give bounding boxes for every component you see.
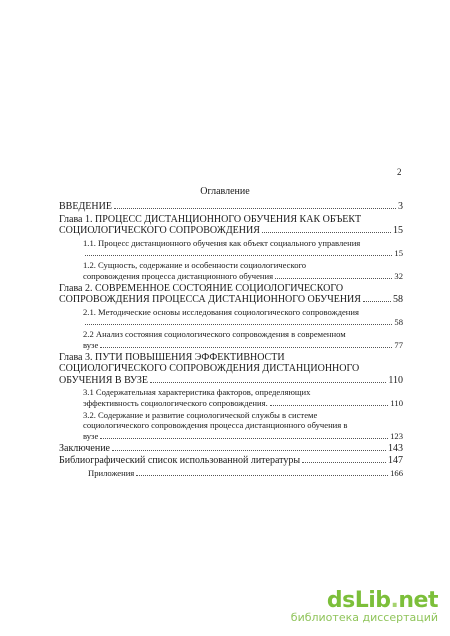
toc-entry-title: вузе [83,339,99,350]
toc-page-number: 110 [390,397,403,408]
toc-entry [59,201,403,213]
toc-page-number: 3 [398,201,403,212]
toc-entry [59,214,403,237]
toc-page-number: 143 [388,442,403,454]
toc-entry-line: 3.1 Содержательная характеристика факторов, определяющих [83,387,311,397]
toc-entry-title: Заключение [59,442,110,454]
leader-dots [262,232,391,233]
toc-entry-line: Глава 2. СОВРЕМЕННОЕ СОСТОЯНИЕ СОЦИОЛОГИЧЕСКОГО [59,282,344,294]
toc-entry-line: Глава 3. ПУТИ ПОВЫШЕНИЯ ЭФФЕКТИВНОСТИ [59,351,285,363]
leader-dots [150,382,386,383]
toc-entry-title: СОПРОВОЖДЕНИЯ ПРОЦЕССА ДИСТАНЦИОННОГО ОБУЧЕНИЯ [59,294,361,305]
toc-entry-line: 1.2. Сущность, содержание и особенности социологического [83,260,307,270]
toc-page-number: 15 [393,225,403,236]
toc-entry [59,238,403,260]
leader-dots [85,324,392,325]
toc-entry [59,443,403,455]
toc-page-number: 58 [393,294,403,305]
toc-entry-title: СОЦИОЛОГИЧЕСКОГО СОПРОВОЖДЕНИЯ [59,225,260,236]
toc-entry-title: эффективность социологического сопровождения. [83,397,268,408]
toc-page-number: 110 [388,374,403,386]
toc-entry [59,468,403,479]
toc-entry-line: 2.1. Методические основы исследования социологического сопровождения [83,306,359,317]
toc-entry-title: Приложения [88,467,135,478]
toc-entry-line: СОЦИОЛОГИЧЕСКОГО СОПРОВОЖДЕНИЯ ДИСТАНЦИОННОГО [59,363,360,374]
toc-entry-title: сопровождения процесса дистанционного обучения [83,270,274,281]
page-number: 2 [397,167,402,177]
toc-entry-title: Библиографический список использованной литературы [59,455,301,466]
toc-title: Оглавление [200,186,250,197]
dslib-logo: dsLib.net [326,588,438,613]
leader-dots [85,255,392,256]
toc-entry [59,260,403,282]
watermark [291,588,438,624]
toc-entry-title: ОБУЧЕНИЯ В ВУЗЕ [59,374,149,386]
toc-entry [59,307,403,329]
toc-entry [59,410,403,442]
toc-entry-line: Глава 1. ПРОЦЕСС ДИСТАНЦИОННОГО ОБУЧЕНИЯ КАК ОБЪЕКТ [59,213,362,225]
toc-entry [59,352,403,387]
leader-dots [363,301,391,302]
leader-dots [275,278,392,279]
toc-entry-title: ВВЕДЕНИЕ [59,201,112,212]
leader-dots [302,462,386,463]
toc-page-number: 166 [390,467,403,478]
toc-entry [59,283,403,306]
toc-entry-line: 3.2. Содержание и развитие социологической службы в системе [83,409,318,420]
toc-entry-line: 1.1. Процесс дистанционного обучения как объект социального управления [83,237,361,248]
toc-entry [59,329,403,351]
leader-dots [100,438,388,439]
leader-dots [136,475,388,476]
leader-dots [114,208,396,209]
toc-entry [59,455,403,467]
toc-page-number: 123 [390,430,403,441]
table-of-contents [59,201,403,480]
toc-entry [59,387,403,409]
toc-page-number: 32 [394,270,403,281]
toc-entry-line: социологического сопровождения процесса дистанционного обучения в [83,420,348,430]
toc-page-number: 77 [394,339,403,350]
toc-entry-title: вузе [83,430,99,441]
toc-entry-line: 2.2 Анализ состояния социологического сопровождения в современном [83,329,346,339]
watermark-subtitle: библиотека диссертаций [290,611,438,624]
toc-page-number: 58 [394,317,403,327]
leader-dots [100,347,392,348]
toc-page-number: 15 [394,248,403,258]
toc-page-number: 147 [388,455,403,466]
leader-dots [270,405,389,406]
leader-dots [112,450,386,451]
